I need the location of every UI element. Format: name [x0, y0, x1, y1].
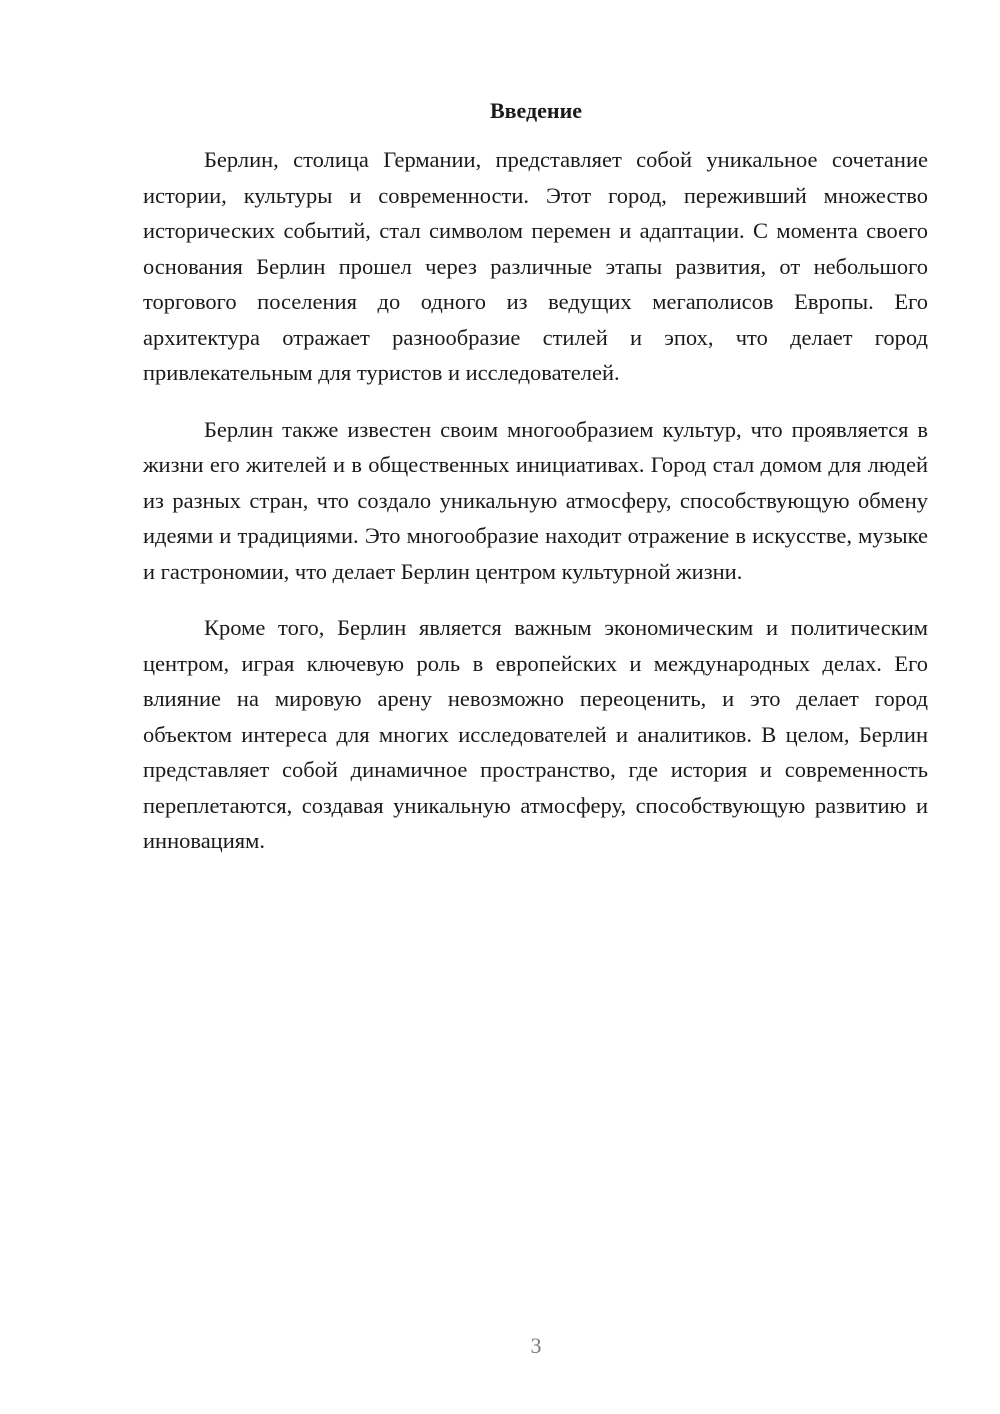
page-number: 3	[530, 1333, 542, 1358]
body-text	[143, 142, 928, 880]
section-heading: Введение	[489, 98, 583, 123]
paragraph: Кроме того, Берлин является важным экономическим и политическим центром, играя ключевую роль в европейских и международных делах. Его влияние на мировую арену невозможно переоценить, и это делает город объектом интереса для многих исследователей и аналитиков. В целом, Берлин представляет собой динамичное пространство, где история и современность переплетаются, создавая уникальную атмосферу, способствующую развитию и инновациям.	[143, 615, 928, 853]
paragraph: Берлин также известен своим многообразием культур, что проявляется в жизни его жителей и в общественных инициативах. Город стал домом для людей из разных стран, что создало уникальную атмосферу, способствующую обмену идеями и традициями. Это многообразие находит отражение в искусстве, музыке и гастрономии, что делает Берлин центром культурной жизни.	[143, 416, 928, 584]
paragraph: Берлин, столица Германии, представляет собой уникальное сочетание истории, культуры и современности. Этот город, переживший множество исторических событий, стал символом перемен и адаптации. С момента своего основания Берлин прошел через различные этапы развития, от небольшого торгового поселения до одного из ведущих мегаполисов Европы. Его архитектура отражает разнообразие стилей и эпох, что делает город привлекательным для туристов и исследователей.	[143, 147, 928, 385]
